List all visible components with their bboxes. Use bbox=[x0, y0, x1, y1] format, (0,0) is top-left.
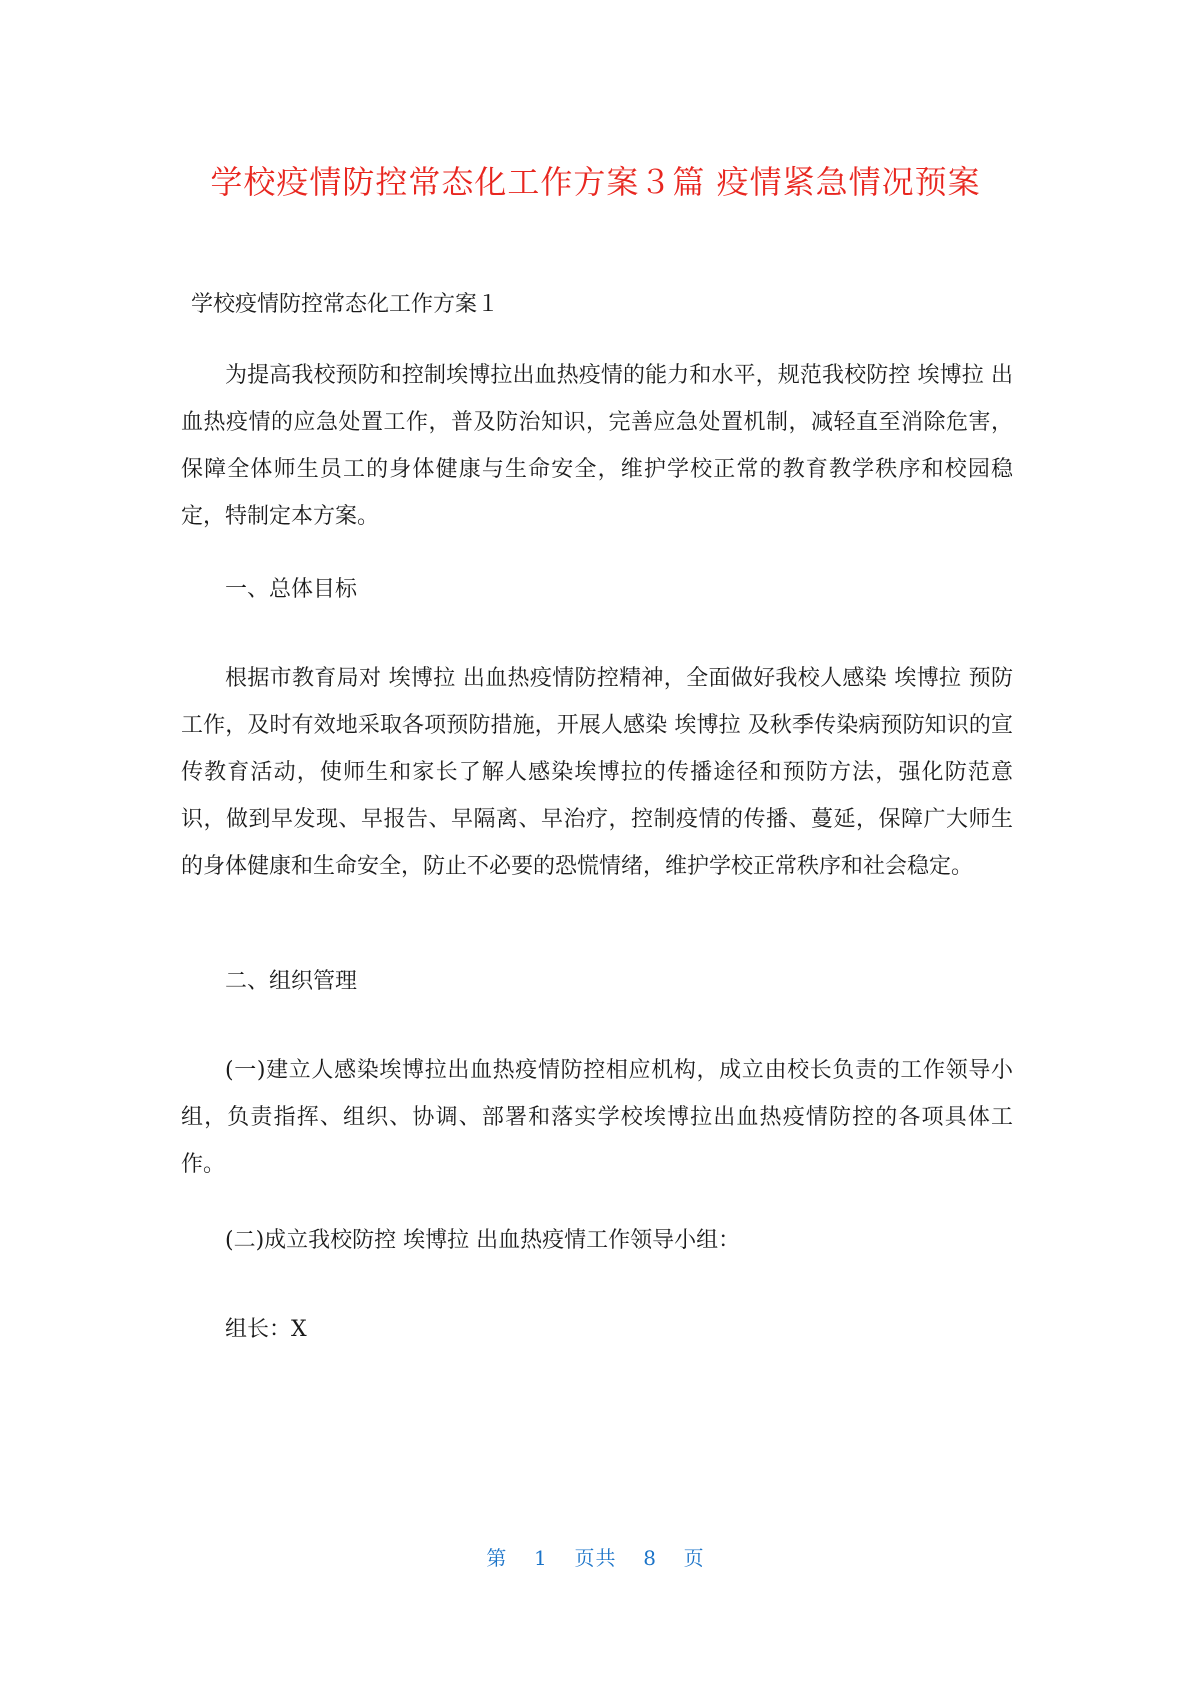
heading-block-2 bbox=[181, 958, 1013, 1005]
goals-paragraph-block bbox=[181, 655, 1013, 890]
leadership-paragraph-block bbox=[181, 1217, 1013, 1264]
page-footer bbox=[0, 1545, 1191, 1571]
heading-block-1 bbox=[181, 566, 1013, 613]
organization-paragraph-1: (一)建立人感染埃博拉出血热疫情防控相应机构，成立由校长负责的工作领导小组，负责指挥、组织、协调、部署和落实学校埃博拉出血热疫情防控的各项具体工作。 bbox=[181, 1058, 1013, 1177]
intro-paragraph: 为提高我校预防和控制埃博拉出血热疫情的能力和水平，规范我校防控 埃博拉 出血热疫情的应急处置工作，普及防治知识，完善应急处置机制，减轻直至消除危害，保障全体师生员工的身体健康与生命安全，维护学校正常的教育教学秩序和校园稳定，特制定本方案。 bbox=[181, 363, 1013, 529]
intro-paragraph-block bbox=[181, 352, 1013, 540]
footer-middle: 页共 bbox=[574, 1546, 617, 1570]
footer-prefix: 第 bbox=[486, 1546, 508, 1570]
leader-line-block bbox=[181, 1306, 1013, 1353]
document-title: 学校疫情防控常态化工作方案３篇 疫情紧急情况预案 bbox=[210, 163, 981, 201]
goals-paragraph: 根据市教育局对 埃博拉 出血热疫情防控精神，全面做好我校人感染 埃博拉 预防工作，及时有效地采取各项预防措施，开展人感染 埃博拉 及秋季传染病预防知识的宣传教育活动，使师生和家长了解人感染埃博拉的传播途径和预防方法，强化防范意识，做到早发现、早报告、早隔离、早治疗，控制疫情的传播、蔓延，保障广大师生的身体健康和生命安全，防止不必要的恐慌情绪，维护学校正常秩序和社会稳定。 bbox=[181, 666, 1013, 879]
footer-suffix: 页 bbox=[683, 1546, 705, 1570]
footer-total-pages: 8 bbox=[643, 1546, 657, 1570]
organization-paragraph-block bbox=[181, 1047, 1013, 1188]
section-heading-overall-goals: 一、总体目标 bbox=[225, 577, 358, 602]
group-leader-line: 组长：X bbox=[225, 1317, 307, 1342]
organization-paragraph-2: (二)成立我校防控 埃博拉 出血热疫情工作领导小组： bbox=[225, 1228, 741, 1253]
section-subtitle: 学校疫情防控常态化工作方案１ bbox=[191, 292, 500, 317]
footer-current-page: 1 bbox=[534, 1546, 548, 1570]
section-heading-organization: 二、组织管理 bbox=[225, 969, 358, 994]
